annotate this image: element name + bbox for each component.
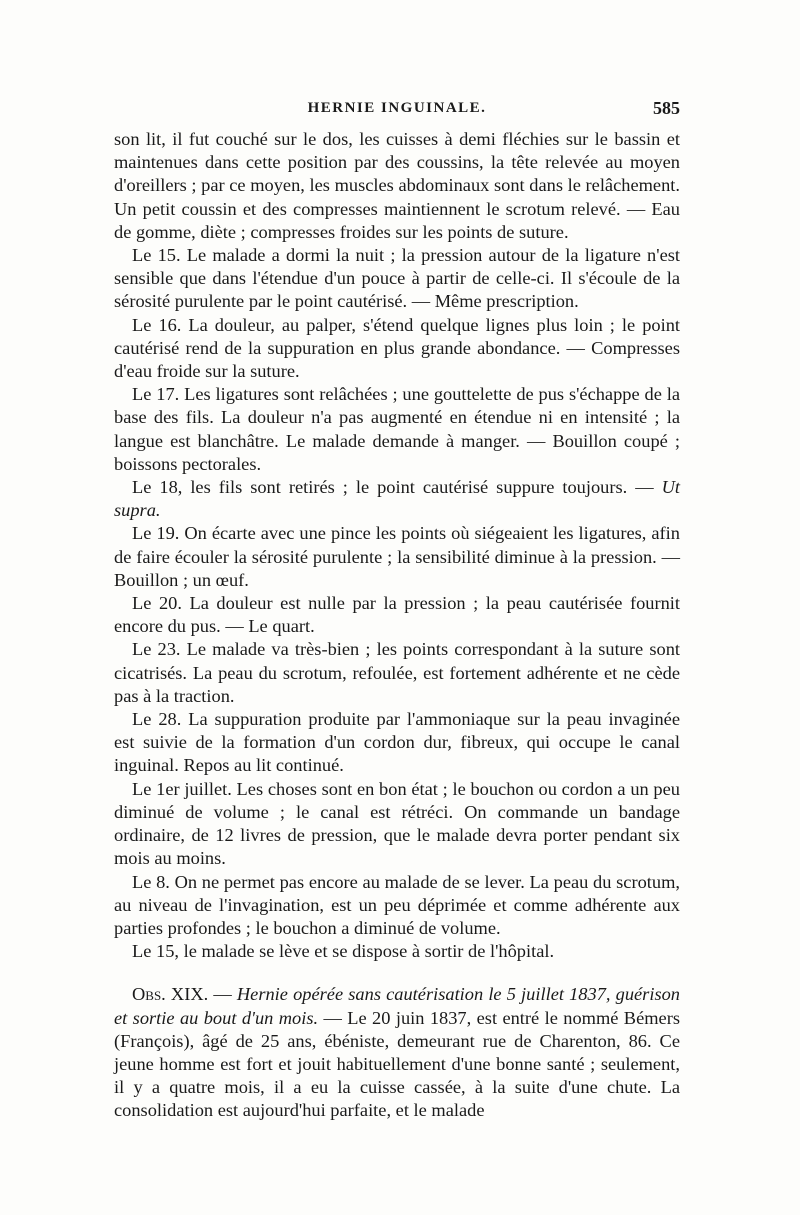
paragraph-day-28: Le 28. La suppuration produite par l'ammoniaque sur la peau invaginée est suivie de la formation d'un cordon dur, fibreux, qui occupe le canal inguinal. Repos au lit continué. [114,709,680,776]
observation-text: — Le 20 juin 1837, est entré le nommé Bémers (François), âgé de 25 ans, ébéniste, demeurant rue de Charenton, 86. Ce jeune homme est fort et jouit habituellement d'une bonne santé ; seulement, il y a quatre mois, il a eu la cuisse cassée, à la suite d'une chute. La consolidation est aujourd'hui parfaite, et le malade [114,1007,680,1121]
paragraph-day-19: Le 19. On écarte avec une pince les points où siégeaient les ligatures, afin de faire écouler la sérosité purulente ; la sensibilité diminue à la pression. — Bouillon ; un œuf. [114,523,680,590]
page-body [114,128,680,1123]
ut-supra: Ut supra. [114,477,680,521]
running-head: HERNIE INGUINALE. [307,100,487,116]
paragraph-july-15: Le 15, le malade se lève et se dispose à sortir de l'hôpital. [132,941,555,962]
page-header [114,96,680,124]
observation-title: Hernie opérée sans cautérisation le 5 juillet 1837, guérison et sortie au bout d'un mois. [114,984,680,1028]
paragraph-day-17: Le 17. Les ligatures sont relâchées ; une gouttelette de pus s'échappe de la base des fils. La douleur n'a pas augmenté en étendue ni en intensité ; la langue est blanchâtre. Le malade demande à manger. — Bouillon coupé ; boissons pectorales. [114,384,680,474]
paragraph-day-15: Le 15. Le malade a dormi la nuit ; la pression autour de la ligature n'est sensible que dans l'étendue d'un pouce à partir de celle-ci. Il s'écoule de la sérosité purulente par le point cautérisé. — Même prescription. [114,245,680,312]
paragraph-july-8: Le 8. On ne permet pas encore au malade de se lever. La peau du scrotum, au niveau de l'invagination, est un peu déprimée et comme adhérente aux parties profondes ; le bouchon a diminué de volume. [114,871,680,938]
observation-label: Obs. XIX. — [132,984,232,1005]
paragraph-day-20: Le 20. La douleur est nulle par la pression ; la peau cautérisée fournit encore du pus. — Le quart. [114,593,680,637]
paragraph-day-16: Le 16. La douleur, au palper, s'étend quelque lignes plus loin ; le point cautérisé rend de la suppuration en plus grande abondance. — Compresses d'eau froide sur la suture. [114,314,680,382]
paragraph-continuation: son lit, il fut couché sur le dos, les cuisses à demi fléchies sur le bassin et maintenues dans cette position par des coussins, la tête relevée au moyen d'oreillers ; par ce moyen, les muscles abdominaux sont dans le relâchement. Un petit coussin et des compresses maintiennent le scrotum relevé. — Eau de gomme, diète ; compresses froides sur les points de suture. [114,129,680,242]
paragraph-day-18 [114,476,680,522]
page-number: 585 [653,98,680,118]
paragraph-july-1: Le 1er juillet. Les choses sont en bon état ; le bouchon ou cordon a un peu diminué de volume ; le canal est rétréci. On commande un bandage ordinaire, de 12 livres de pression, que le malade devra porter pendant six mois au moins. [114,778,680,869]
observation-paragraph [114,983,680,1122]
paragraph-day-18-text: Le 18, les fils sont retirés ; le point cautérisé suppure toujours. — [132,477,654,498]
paragraph-day-23: Le 23. Le malade va très-bien ; les points correspondant à la suture sont cicatrisés. La peau du scrotum, refoulée, est fortement adhérente et ne cède pas à la traction. [114,639,680,706]
